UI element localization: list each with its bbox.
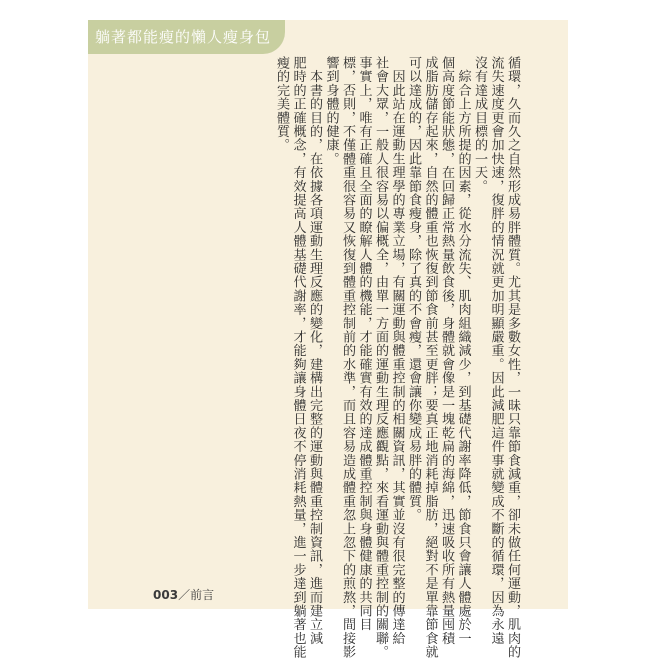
text-column: 因此站在運動生理學的專業立場，有關運動與體重控制的相關資訊，其實並沒有很完整的傳達給 bbox=[389, 56, 405, 646]
text-column: 標，否則，不僅體重很容易又恢復到體重控制前的水準，而且容易造成體重忽上忽下的煎熬，間接影 bbox=[340, 56, 355, 659]
body-text bbox=[273, 56, 521, 659]
text-column: 可以達成的，因此靠節食瘦身，除了真的不會瘦，還會讓你變成易胖的體質。 bbox=[406, 56, 421, 522]
text-column: 沒有達成目標的一天。 bbox=[472, 56, 487, 193]
text-column: 肥時的正確概念，有效提高人體基礎代謝率，才能夠讓身體日夜不停消耗熱量，進一步達到躺著也能 bbox=[290, 56, 306, 659]
text-column: 循環，久而久之自然形成易胖體質。尤其是多數女性，一昧只靠節食減重，卻未做任何運動，肌肉的 bbox=[505, 56, 520, 659]
text-column: 事實上，唯有正確且全面的瞭解人體的機能，才能確實有效的達成體重控制與身體健康的共同目 bbox=[356, 56, 372, 632]
text-column: 社會大眾，一般人很容易以偏概全，由單一方面的運動生理反應觀點，來看運動與體重控制的關聯。 bbox=[373, 56, 388, 659]
text-column: 成脂肪儲存起來，自然的體重也恢復到節食前甚至更胖；要真正地消耗掉脂肪，絕對不是單靠節食就 bbox=[422, 56, 438, 659]
section-name: ／前言 bbox=[178, 588, 215, 602]
text-column: 瘦的完美體質。 bbox=[274, 56, 289, 152]
text-column: 流失速度更會加快速，復胖的情況就更加明顯嚴重。因此減肥這件事就變成不斷的循環，因為永遠 bbox=[488, 56, 504, 646]
text-column: 本書的目的，在依據各項運動生理反應的變化，建構出完整的運動與體重控制資訊，進而建立減 bbox=[307, 56, 322, 646]
text-column: 綜合上方所提的因素，從水分流失、肌肉組織減少，到基礎代謝率降低，節食只會讓人體處於一 bbox=[455, 56, 471, 646]
text-column: 響到身體的健康。 bbox=[323, 56, 339, 166]
text-column: 個高度節能狀態，在回歸正常熱量飲食後，身體就會像是一塊乾扁的海綿，迅速吸收所有熱量囤積 bbox=[439, 56, 454, 646]
page-footer bbox=[153, 586, 214, 603]
book-page bbox=[88, 20, 568, 659]
book-title: 躺著都能瘦的懶人瘦身包 bbox=[94, 28, 271, 46]
page-number: 003 bbox=[153, 588, 179, 602]
